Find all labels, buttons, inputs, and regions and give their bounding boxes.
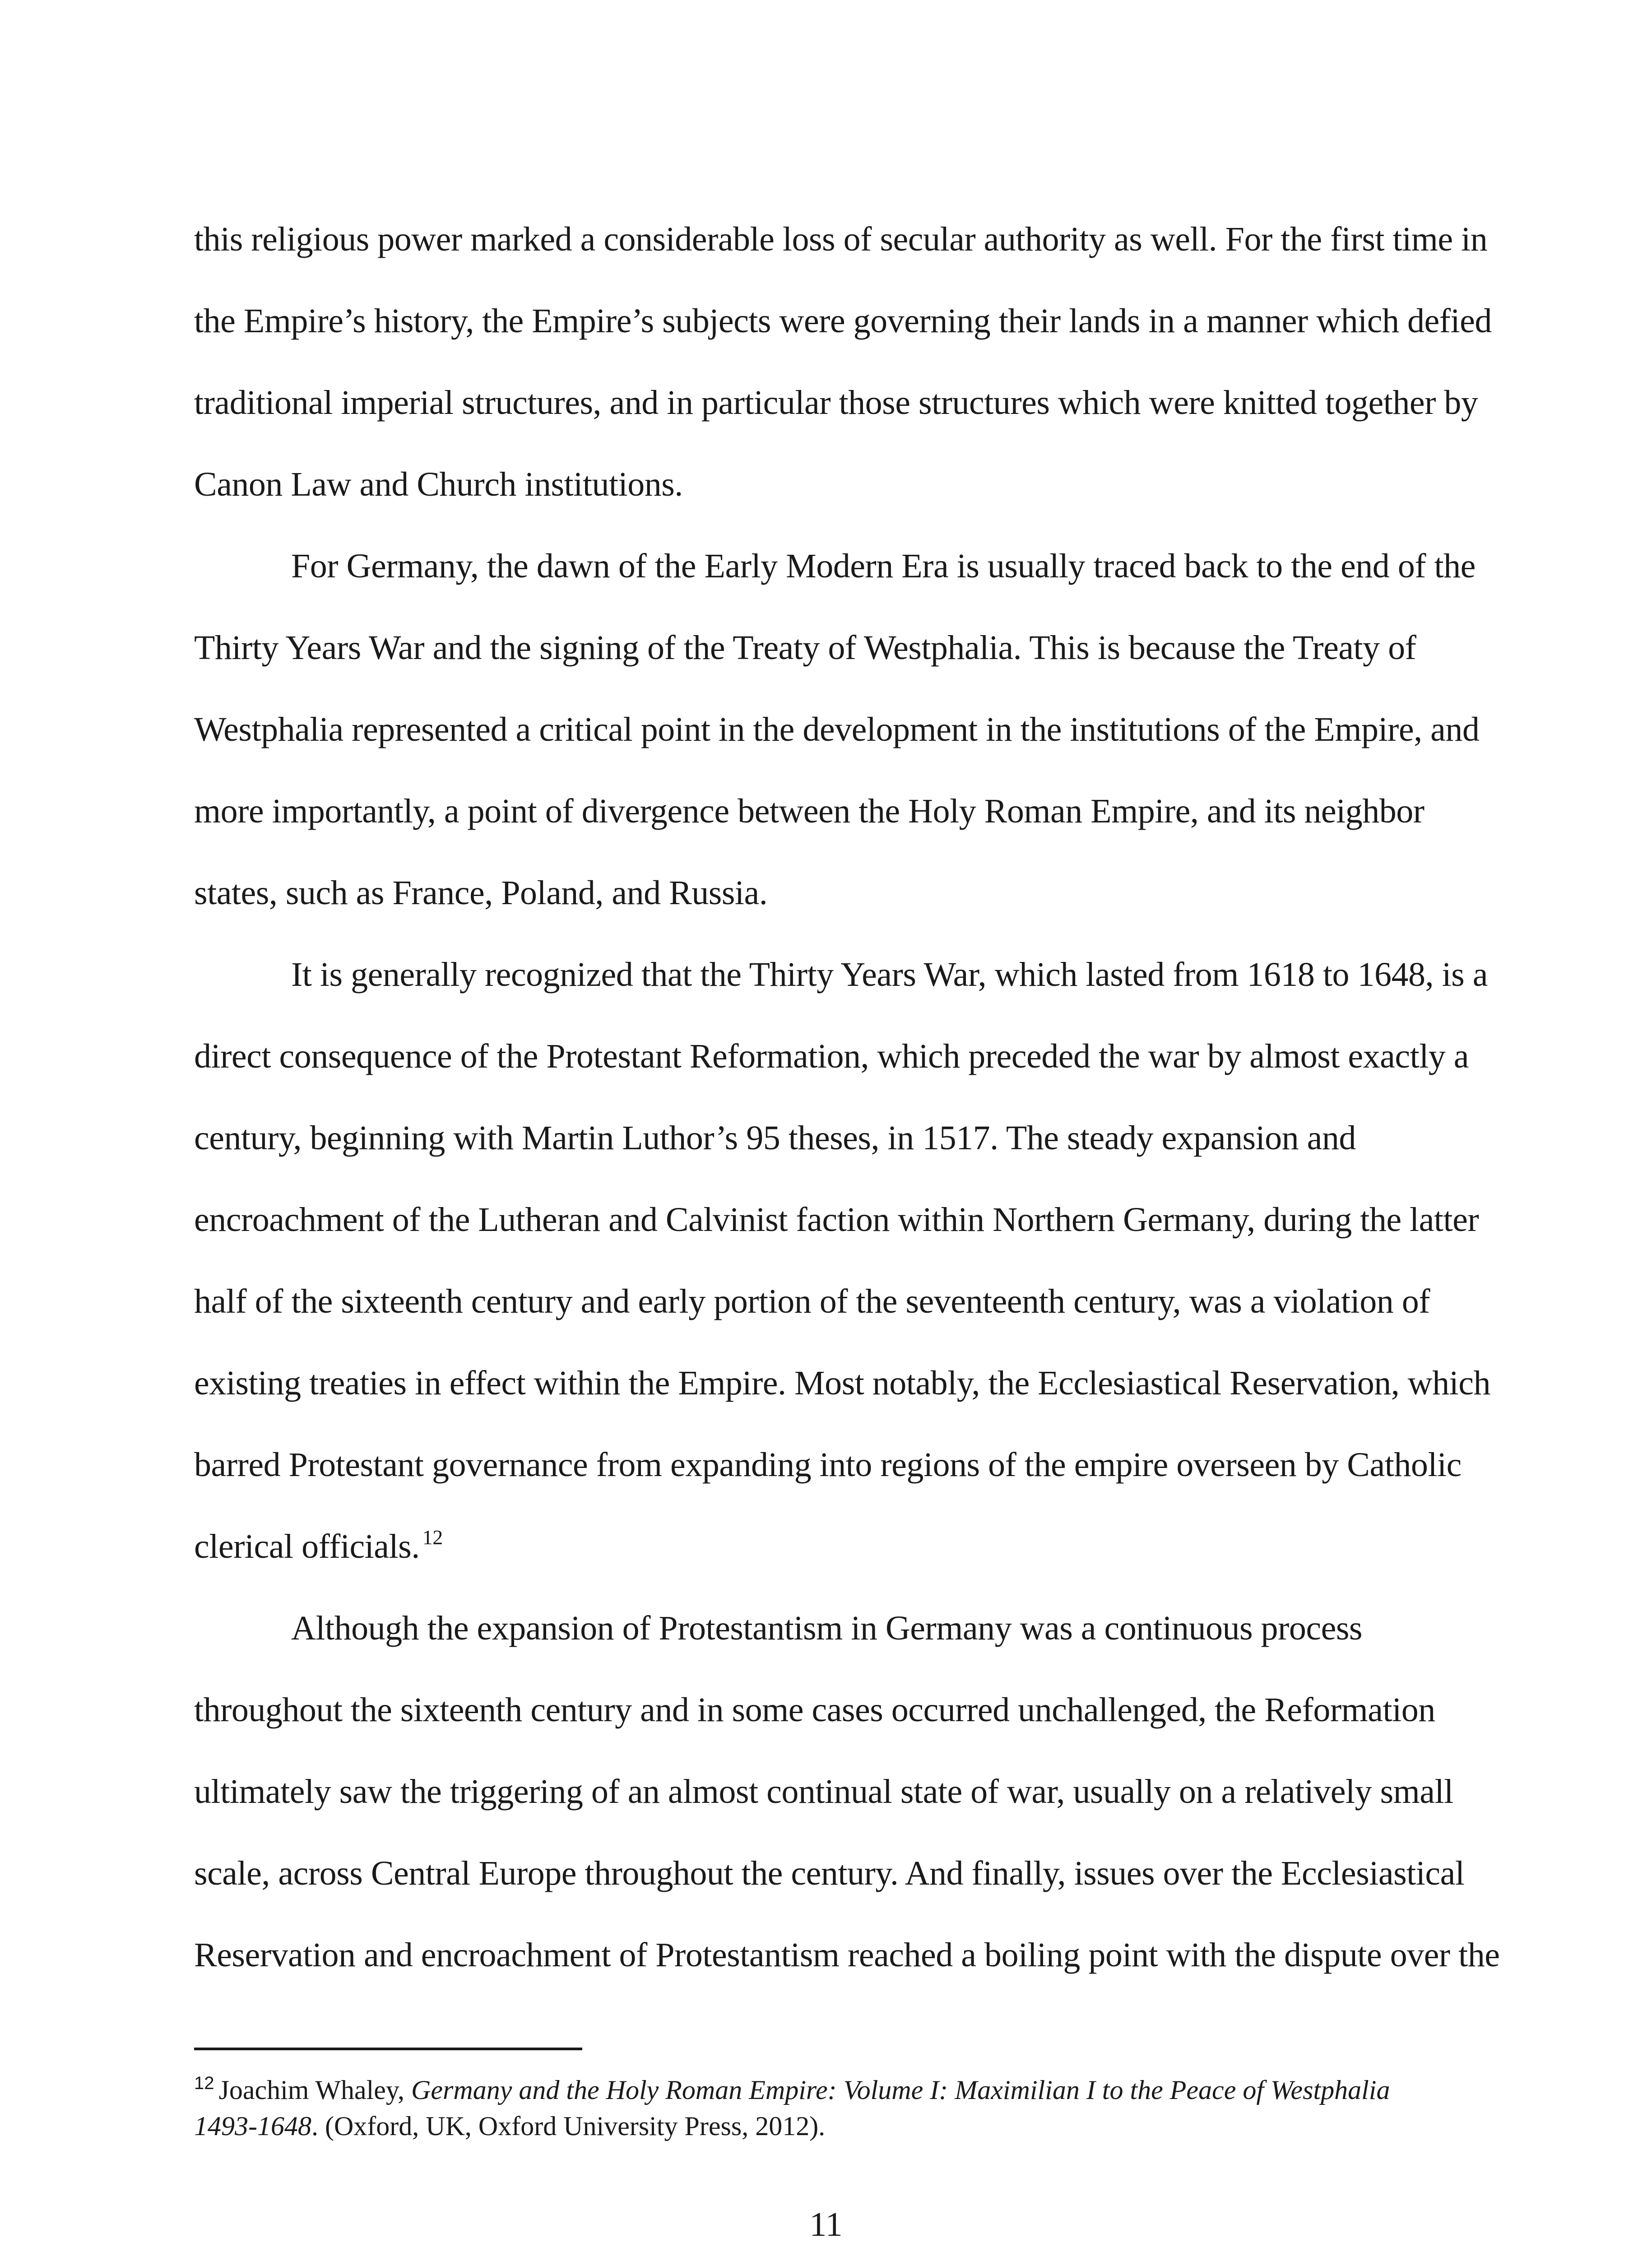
footnote-author: Joachim Whaley, (218, 2075, 405, 2105)
text-line: Thirty Years War and the signing of the Treaty of Westphalia. This is because the Treaty of (194, 629, 1416, 667)
footnote (194, 2072, 1462, 2144)
text-line: more importantly, a point of divergence between the Holy Roman Empire, and its neighbor (194, 792, 1425, 830)
text-line: scale, across Central Europe throughout the century. And finally, issues over the Ecclesiastical (194, 1854, 1465, 1892)
paragraph-first-line: For Germany, the dawn of the Early Modern Era is usually traced back to the end of the (291, 547, 1476, 585)
text-line: Westphalia represented a critical point in the development in the institutions of the Empire, and (194, 711, 1480, 748)
footnote-line (194, 2072, 1462, 2108)
body-text (194, 199, 1500, 1996)
footnote-reference[interactable]: 12 (422, 1526, 443, 1549)
text-line: Canon Law and Church institutions. (194, 465, 683, 503)
footnote-mark: 12 (194, 2073, 214, 2093)
paragraph-first-line: It is generally recognized that the Thirty Years War, which lasted from 1618 to 1648, is a (291, 956, 1488, 994)
text-line: this religious power marked a considerable loss of secular authority as well. For the first time in (194, 220, 1488, 258)
text-line: ultimately saw the triggering of an almost continual state of war, usually on a relatively small (194, 1773, 1453, 1811)
text-line-with-footnote (194, 1506, 1462, 1588)
text-line: direct consequence of the Protestant Reformation, which preceded the war by almost exactly a (194, 1037, 1469, 1075)
footnote-separator (194, 2048, 582, 2050)
text-line: barred Protestant governance from expanding into regions of the empire overseen by Catholic (194, 1446, 1462, 1484)
paragraph-first-line: Although the expansion of Protestantism in Germany was a continuous process (291, 1609, 1362, 1647)
footnote-publication: . (Oxford, UK, Oxford University Press, 2012). (311, 2111, 826, 2141)
text-line: half of the sixteenth century and early portion of the seventeenth century, was a violation of (194, 1282, 1430, 1320)
text-line: century, beginning with Martin Luthor’s 95 theses, in 1517. The steady expansion and (194, 1119, 1356, 1157)
text-line: Reservation and encroachment of Protestantism reached a boiling point with the dispute over the (194, 1936, 1500, 1974)
text-line-content: clerical officials. (194, 1528, 420, 1565)
footnote-title: Germany and the Holy Roman Empire: Volume I: Maximilian I to the Peace of Westphalia (411, 2075, 1390, 2105)
text-line: existing treaties in effect within the Empire. Most notably, the Ecclesiastical Reservation, which (194, 1364, 1490, 1402)
text-line: the Empire’s history, the Empire’s subjects were governing their lands in a manner which defied (194, 302, 1492, 340)
text-line: encroachment of the Lutheran and Calvinist faction within Northern Germany, during the latter (194, 1201, 1479, 1239)
page-number: 11 (809, 2206, 843, 2243)
footnote-title-continued: 1493-1648 (194, 2111, 311, 2141)
text-line: traditional imperial structures, and in particular those structures which were knitted together by (194, 384, 1478, 422)
footnote-line (194, 2108, 1462, 2144)
text-line: states, such as France, Poland, and Russia. (194, 874, 768, 912)
text-line: throughout the sixteenth century and in some cases occurred unchallenged, the Reformation (194, 1691, 1435, 1729)
